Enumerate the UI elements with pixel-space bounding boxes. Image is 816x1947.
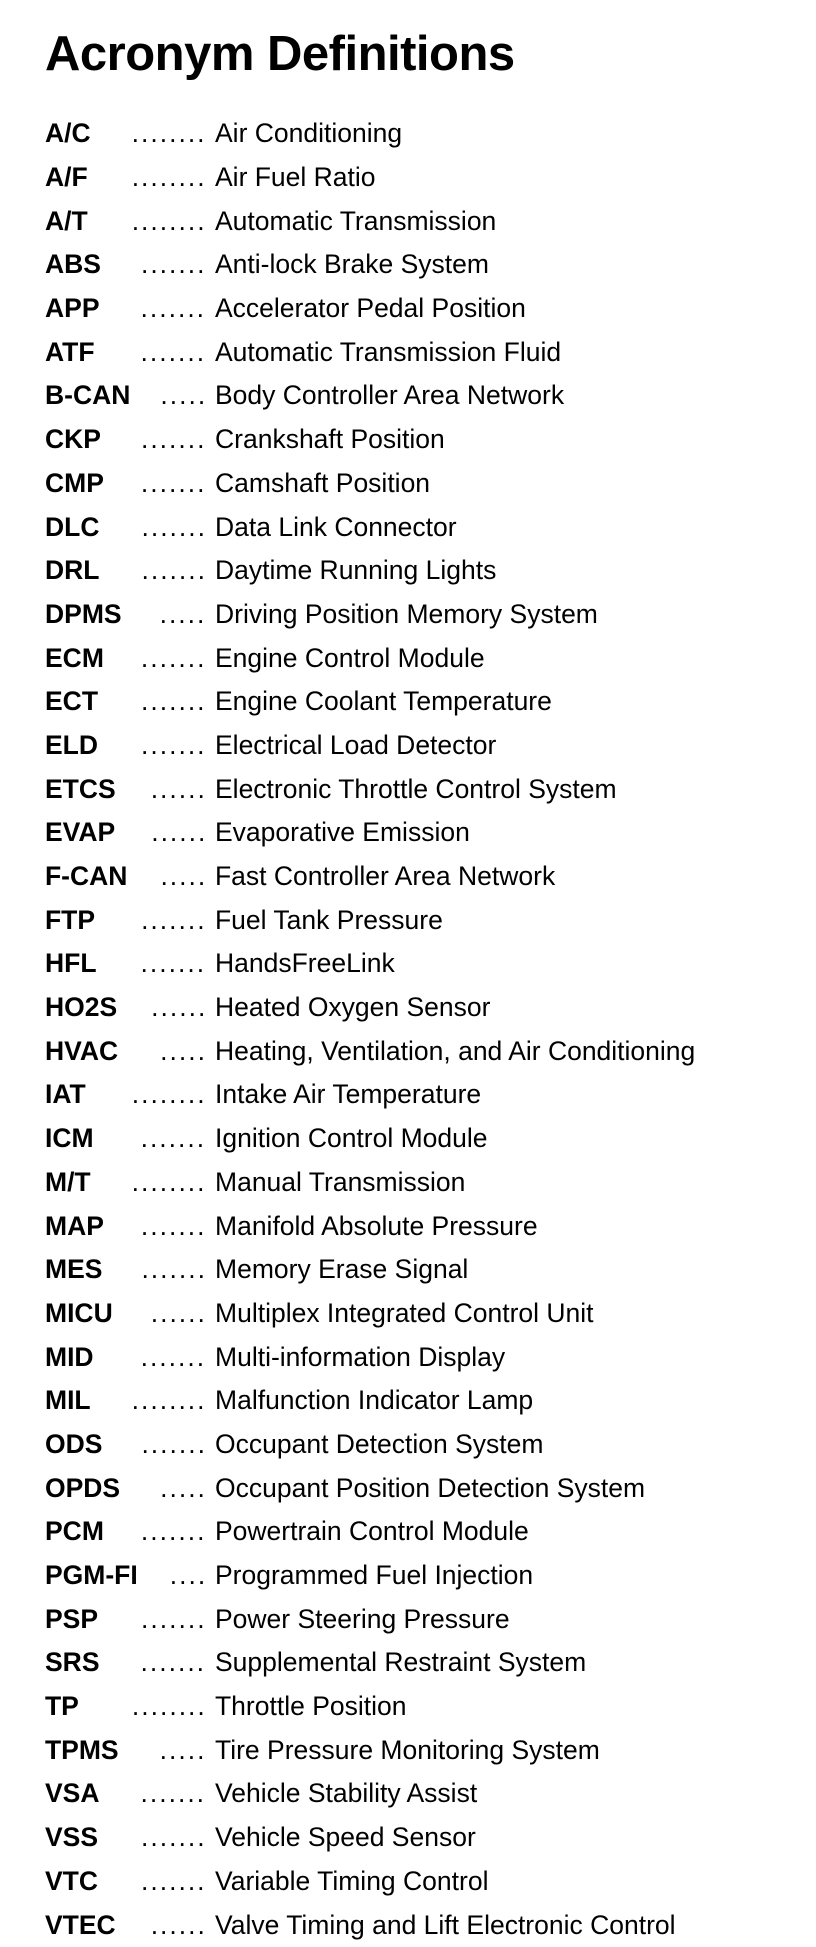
dot-leader: ..... (160, 1472, 207, 1503)
acronym-abbreviation: DPMS (45, 598, 122, 629)
acronym-abbreviation: MID (45, 1341, 94, 1372)
acronym-abbreviation: VSS (45, 1822, 99, 1853)
acronym-abbreviation: VTEC (45, 1909, 116, 1940)
acronym-row (45, 1860, 785, 1904)
acronym-row (45, 1379, 785, 1423)
acronym-abbreviation: DRL (45, 555, 100, 586)
acronym-row (45, 1029, 785, 1073)
acronym-definition: Valve Timing and Lift Electronic Control (215, 1909, 676, 1940)
acronym-abbreviation: PSP (45, 1603, 99, 1634)
acronym-abbreviation: M/T (45, 1166, 91, 1197)
dot-leader: ....... (140, 1341, 207, 1372)
acronym-row (45, 1423, 785, 1467)
acronym-abbreviation: ICM (45, 1123, 94, 1154)
acronym-abbreviation: ECM (45, 642, 104, 673)
acronym-abbreviation: VTC (45, 1865, 98, 1896)
acronym-definition: Manifold Absolute Pressure (215, 1210, 538, 1241)
acronym-abbreviation: TP (45, 1691, 79, 1722)
dot-leader: ..... (160, 861, 208, 892)
acronym-definition: Engine Coolant Temperature (215, 686, 552, 717)
acronym-page (45, 24, 785, 1947)
dot-leader: ........ (131, 1385, 207, 1416)
dot-leader: ....... (141, 511, 208, 542)
dot-leader: ........ (131, 1079, 207, 1110)
acronym-abbreviation: HFL (45, 948, 97, 979)
dot-leader: ...... (150, 773, 207, 804)
acronym-definition: Accelerator Pedal Position (215, 293, 526, 324)
acronym-row (45, 1073, 785, 1117)
acronym-row (45, 593, 785, 637)
dot-leader: .... (169, 1560, 208, 1591)
acronym-abbreviation: ABS (45, 249, 101, 280)
dot-leader: ..... (160, 380, 208, 411)
acronym-definition: Automatic Transmission (215, 205, 497, 236)
acronym-definition: Fast Controller Area Network (215, 861, 556, 892)
acronym-row (45, 855, 785, 899)
acronym-row (45, 1335, 785, 1379)
acronym-definition: Programmed Fuel Injection (215, 1560, 534, 1591)
dot-leader: ...... (151, 817, 208, 848)
acronym-definition: Data Link Connector (215, 511, 457, 542)
acronym-row (45, 1292, 785, 1336)
acronym-row (45, 1554, 785, 1598)
acronym-abbreviation: ETCS (45, 773, 116, 804)
acronym-definition: Crankshaft Position (215, 424, 445, 455)
acronym-definition: Air Conditioning (215, 118, 403, 149)
acronym-row (45, 811, 785, 855)
acronym-abbreviation: CKP (45, 424, 101, 455)
dot-leader: ....... (141, 1865, 207, 1896)
acronym-abbreviation: CMP (45, 467, 104, 498)
acronym-row (45, 1466, 785, 1510)
dot-leader: ...... (151, 992, 208, 1023)
acronym-definition: Malfunction Indicator Lamp (215, 1385, 534, 1416)
dot-leader: ....... (140, 249, 207, 280)
dot-leader: ....... (140, 1210, 207, 1241)
dot-leader: ....... (140, 1516, 207, 1547)
acronym-definition: Variable Timing Control (215, 1865, 489, 1896)
acronym-abbreviation: A/C (45, 118, 91, 149)
dot-leader: ....... (140, 1647, 207, 1678)
acronym-definition: Anti-lock Brake System (215, 249, 489, 280)
acronym-definition: Occupant Position Detection System (215, 1472, 646, 1503)
acronym-definition: Ignition Control Module (215, 1123, 488, 1154)
acronym-abbreviation: APP (45, 293, 100, 324)
acronym-abbreviation: A/F (45, 162, 88, 193)
acronym-definition: HandsFreeLink (215, 948, 395, 979)
acronym-definition: Manual Transmission (215, 1166, 466, 1197)
acronym-definition: Body Controller Area Network (215, 380, 565, 411)
acronym-abbreviation: TPMS (45, 1734, 119, 1765)
acronym-abbreviation: DLC (45, 511, 100, 542)
acronym-definition: Driving Position Memory System (215, 598, 598, 629)
acronym-definition: Memory Erase Signal (215, 1254, 469, 1285)
acronym-row (45, 243, 785, 287)
acronym-definition: Vehicle Speed Sensor (215, 1822, 476, 1853)
dot-leader: ....... (141, 555, 208, 586)
acronym-definition: Supplemental Restraint System (215, 1647, 587, 1678)
acronym-row (45, 156, 785, 200)
acronym-row (45, 462, 785, 506)
acronym-row (45, 330, 785, 374)
acronym-abbreviation: MIL (45, 1385, 91, 1416)
acronym-definition: Electronic Throttle Control System (215, 773, 617, 804)
acronym-row (45, 942, 785, 986)
acronym-abbreviation: ELD (45, 729, 98, 760)
acronym-row (45, 112, 785, 156)
acronym-definition: Vehicle Stability Assist (215, 1778, 478, 1809)
acronym-row (45, 418, 785, 462)
acronym-definition: Daytime Running Lights (215, 555, 497, 586)
acronym-abbreviation: OPDS (45, 1472, 121, 1503)
acronym-definition: Multiplex Integrated Control Unit (215, 1297, 594, 1328)
acronym-row (45, 680, 785, 724)
dot-leader: ....... (140, 467, 207, 498)
dot-leader: ....... (141, 1254, 207, 1285)
acronym-abbreviation: IAT (45, 1079, 86, 1110)
acronym-definition: Tire Pressure Monitoring System (215, 1734, 600, 1765)
dot-leader: ........ (131, 118, 207, 149)
acronym-row (45, 1772, 785, 1816)
acronym-definition: Evaporative Emission (215, 817, 470, 848)
acronym-row (45, 1685, 785, 1729)
dot-leader: ....... (141, 686, 207, 717)
dot-leader: ....... (140, 1123, 207, 1154)
acronym-row (45, 767, 785, 811)
acronym-definition: Multi-information Display (215, 1341, 506, 1372)
acronym-abbreviation: MAP (45, 1210, 104, 1241)
acronym-row (45, 1641, 785, 1685)
dot-leader: ....... (141, 729, 207, 760)
acronym-definition: Throttle Position (215, 1691, 407, 1722)
dot-leader: ....... (141, 1428, 207, 1459)
acronym-row (45, 636, 785, 680)
dot-leader: ...... (150, 1909, 207, 1940)
dot-leader: ....... (141, 1822, 207, 1853)
acronym-abbreviation: FTP (45, 904, 96, 935)
acronym-definition: Occupant Detection System (215, 1428, 544, 1459)
acronym-row (45, 1204, 785, 1248)
dot-leader: ....... (140, 336, 207, 367)
dot-leader: ........ (131, 162, 207, 193)
acronym-list (45, 112, 785, 1947)
dot-leader: ....... (140, 293, 207, 324)
acronym-row (45, 199, 785, 243)
acronym-row (45, 1903, 785, 1947)
acronym-abbreviation: VSA (45, 1778, 100, 1809)
acronym-abbreviation: MICU (45, 1297, 113, 1328)
acronym-abbreviation: HVAC (45, 1035, 119, 1066)
acronym-definition: Electrical Load Detector (215, 729, 497, 760)
acronym-abbreviation: A/T (45, 205, 88, 236)
acronym-definition: Heated Oxygen Sensor (215, 992, 491, 1023)
acronym-definition: Heating, Ventilation, and Air Conditioning (215, 1035, 696, 1066)
acronym-row (45, 898, 785, 942)
acronym-row (45, 1161, 785, 1205)
acronym-definition: Air Fuel Ratio (215, 162, 376, 193)
acronym-abbreviation: SRS (45, 1647, 100, 1678)
acronym-row (45, 1510, 785, 1554)
acronym-definition: Engine Control Module (215, 642, 485, 673)
acronym-abbreviation: HO2S (45, 992, 118, 1023)
dot-leader: ....... (140, 1778, 207, 1809)
acronym-abbreviation: ECT (45, 686, 98, 717)
dot-leader: ..... (159, 598, 207, 629)
acronym-row (45, 1117, 785, 1161)
acronym-row (45, 1248, 785, 1292)
acronym-abbreviation: PGM-FI (45, 1560, 138, 1591)
acronym-row (45, 287, 785, 331)
acronym-abbreviation: B-CAN (45, 380, 131, 411)
dot-leader: ........ (131, 1691, 207, 1722)
dot-leader: ....... (141, 904, 207, 935)
dot-leader: ..... (160, 1035, 207, 1066)
dot-leader: ........ (131, 205, 207, 236)
dot-leader: ........ (131, 1166, 207, 1197)
page-title: Acronym Definitions (45, 27, 515, 81)
acronym-abbreviation: ATF (45, 336, 95, 367)
acronym-definition: Power Steering Pressure (215, 1603, 510, 1634)
dot-leader: ...... (150, 1297, 207, 1328)
acronym-abbreviation: ODS (45, 1428, 103, 1459)
acronym-definition: Camshaft Position (215, 467, 431, 498)
acronym-row (45, 724, 785, 768)
dot-leader: ....... (140, 642, 207, 673)
dot-leader: ....... (140, 424, 207, 455)
acronym-abbreviation: PCM (45, 1516, 104, 1547)
acronym-row (45, 549, 785, 593)
acronym-abbreviation: EVAP (45, 817, 116, 848)
acronym-definition: Powertrain Control Module (215, 1516, 529, 1547)
acronym-abbreviation: F-CAN (45, 861, 128, 892)
acronym-row (45, 1816, 785, 1860)
dot-leader: ....... (141, 1603, 207, 1634)
acronym-definition: Automatic Transmission Fluid (215, 336, 562, 367)
acronym-row (45, 986, 785, 1030)
acronym-row (45, 374, 785, 418)
acronym-definition: Fuel Tank Pressure (215, 904, 443, 935)
acronym-row (45, 1597, 785, 1641)
dot-leader: ..... (159, 1734, 207, 1765)
dot-leader: ....... (140, 948, 207, 979)
acronym-abbreviation: MES (45, 1254, 103, 1285)
acronym-row (45, 1728, 785, 1772)
acronym-row (45, 505, 785, 549)
acronym-definition: Intake Air Temperature (215, 1079, 482, 1110)
